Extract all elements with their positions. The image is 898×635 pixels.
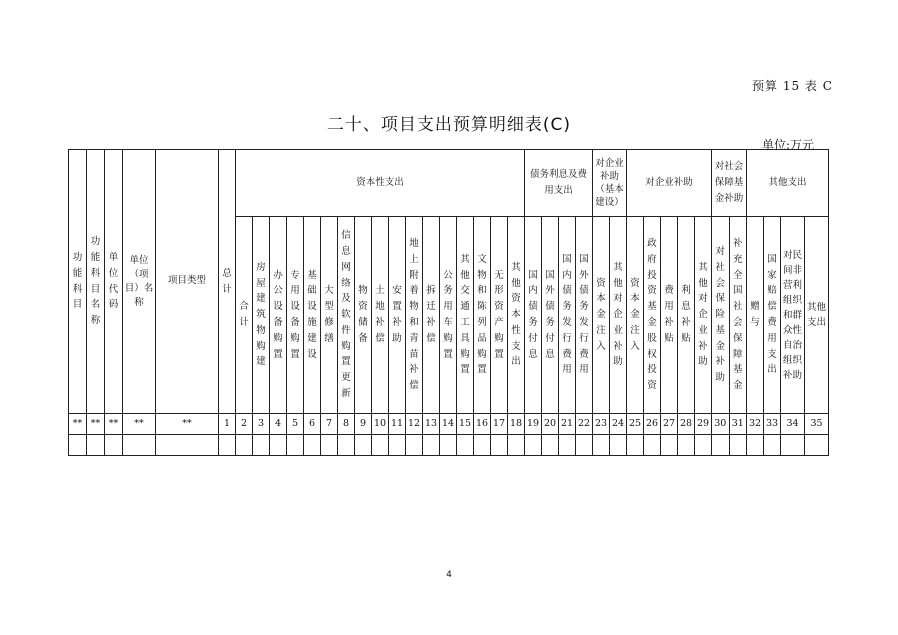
data-cell — [542, 435, 559, 456]
header-unit-code — [105, 150, 123, 414]
header-unit-name-label: 单位（项目）名称 — [124, 254, 154, 308]
sub-header-label: 资本金注入 — [596, 277, 606, 352]
sub-header-label: 信息网络及软件购置更新 — [341, 230, 351, 400]
index-cell: 24 — [610, 414, 627, 435]
data-cell — [781, 435, 805, 456]
empty-data-row — [69, 435, 829, 456]
sub-header — [525, 217, 542, 414]
sub-header-label: 国家赔偿费用支出 — [767, 253, 777, 376]
data-cell — [372, 435, 389, 456]
form-number: 预算 15 表 C — [752, 79, 833, 93]
data-cell — [69, 435, 87, 456]
index-cell: 7 — [321, 414, 338, 435]
sub-header-label: 基础设施建设 — [307, 269, 317, 360]
data-cell — [747, 435, 764, 456]
header-function-code-label: 功能科目 — [72, 251, 83, 311]
index-cell: 6 — [304, 414, 321, 435]
sub-header — [338, 217, 355, 414]
index-cell: 3 — [253, 414, 270, 435]
data-cell — [457, 435, 474, 456]
data-cell — [764, 435, 781, 456]
data-cell — [321, 435, 338, 456]
sub-header-label: 土地补偿 — [375, 285, 385, 344]
sub-header — [678, 217, 695, 414]
sub-header — [610, 217, 627, 414]
index-cell: 1 — [219, 414, 236, 435]
index-cell: 27 — [661, 414, 678, 435]
sub-header — [372, 217, 389, 414]
data-cell — [236, 435, 253, 456]
sub-header — [389, 217, 406, 414]
sub-header-label: 对民间非营利组织和群众性自治组织补助 — [782, 249, 802, 381]
sub-header-label: 办公设备购置 — [273, 269, 283, 360]
group-other-label: 其他支出 — [768, 176, 807, 188]
sub-header — [304, 217, 321, 414]
index-cell: 34 — [781, 414, 805, 435]
sub-header-label: 专用设备购置 — [290, 269, 300, 360]
sub-header — [253, 217, 270, 414]
data-cell — [87, 435, 105, 456]
sub-header-label: 安置补助 — [392, 285, 402, 344]
sub-header — [474, 217, 491, 414]
sub-header-label: 其他对企业补助 — [613, 261, 623, 368]
sub-header-label: 公务用车购置 — [443, 269, 453, 360]
sub-header-label: 对社会保险基金补助 — [715, 245, 725, 384]
data-cell — [423, 435, 440, 456]
sub-header — [270, 217, 287, 414]
page-number: 4 — [446, 570, 452, 580]
header-unit-code-label: 单位代码 — [108, 251, 119, 311]
budget-table — [68, 149, 829, 456]
index-cell: 30 — [712, 414, 730, 435]
sub-header — [321, 217, 338, 414]
data-cell — [219, 435, 236, 456]
header-function-code — [69, 150, 87, 414]
sub-header — [423, 217, 440, 414]
sub-header — [406, 217, 423, 414]
sub-header — [287, 217, 304, 414]
data-cell — [593, 435, 610, 456]
index-cell: 13 — [423, 414, 440, 435]
data-cell — [610, 435, 627, 456]
group-debt-label: 债务利息及费用支出 — [529, 169, 587, 196]
data-cell — [729, 435, 747, 456]
data-cell — [253, 435, 270, 456]
sub-header-label: 无形资产购置 — [494, 269, 504, 360]
data-cell — [805, 435, 829, 456]
data-cell — [123, 435, 156, 456]
index-cell: 4 — [270, 414, 287, 435]
header-project-type-label: 项目类型 — [167, 275, 206, 287]
sub-header-label: 资本金注入 — [630, 277, 640, 352]
sub-header — [355, 217, 372, 414]
data-cell — [508, 435, 525, 456]
sub-header-label: 大型修缮 — [324, 285, 334, 344]
sub-header — [781, 217, 805, 414]
header-unit-name — [123, 150, 156, 414]
index-cell: 16 — [474, 414, 491, 435]
sub-header-label: 合计 — [239, 301, 249, 328]
data-cell — [712, 435, 730, 456]
data-cell — [678, 435, 695, 456]
data-cell — [661, 435, 678, 456]
sub-header — [491, 217, 508, 414]
data-cell — [525, 435, 542, 456]
group-social-security-label: 对社会保障基金补助 — [714, 161, 744, 204]
index-cell: 25 — [627, 414, 644, 435]
data-cell — [304, 435, 321, 456]
group-enterprise-label: 对企业补助 — [645, 176, 693, 188]
index-cell: 10 — [372, 414, 389, 435]
index-cell: 15 — [457, 414, 474, 435]
data-cell — [559, 435, 576, 456]
data-cell — [576, 435, 593, 456]
sub-header — [236, 217, 253, 414]
sub-header — [627, 217, 644, 414]
index-cell: ** — [123, 414, 156, 435]
group-social-security — [712, 150, 747, 217]
data-cell — [105, 435, 123, 456]
sub-header-label: 房屋建筑物购建 — [256, 261, 266, 368]
index-cell: 32 — [747, 414, 764, 435]
sub-header — [457, 217, 474, 414]
group-debt — [525, 150, 593, 217]
index-cell: 14 — [440, 414, 457, 435]
index-cell: 22 — [576, 414, 593, 435]
index-cell: 19 — [525, 414, 542, 435]
sub-header-label: 赠与 — [750, 301, 760, 328]
sub-header — [805, 217, 829, 414]
sub-header — [559, 217, 576, 414]
sub-header-label: 拆迁补偿 — [426, 285, 436, 344]
index-cell: 23 — [593, 414, 610, 435]
sub-header-label: 地上附着物和青苗补偿 — [409, 238, 419, 392]
index-cell: 21 — [559, 414, 576, 435]
index-cell: ** — [105, 414, 123, 435]
sub-header-label: 其他支出 — [806, 302, 826, 328]
data-cell — [644, 435, 661, 456]
sub-header-label: 国外债务付息 — [545, 269, 555, 360]
sub-header-label: 国外债务发行费用 — [579, 253, 589, 376]
header-function-name-label: 功能科目名称 — [90, 236, 101, 327]
data-cell — [270, 435, 287, 456]
index-cell: 31 — [729, 414, 747, 435]
index-cell: 26 — [644, 414, 661, 435]
index-cell: 28 — [678, 414, 695, 435]
index-cell: 5 — [287, 414, 304, 435]
sub-header — [508, 217, 525, 414]
group-enterprise — [627, 150, 712, 217]
index-cell: ** — [156, 414, 219, 435]
sub-header-label: 补充全国社会保障基金 — [732, 238, 743, 392]
header-total — [219, 150, 236, 414]
index-cell: 12 — [406, 414, 423, 435]
index-cell: 35 — [805, 414, 829, 435]
header-project-type — [156, 150, 219, 414]
sub-header — [729, 217, 747, 414]
sub-header — [661, 217, 678, 414]
group-enterprise-construction — [593, 150, 627, 217]
index-cell: ** — [87, 414, 105, 435]
index-cell: 17 — [491, 414, 508, 435]
header-total-label: 总计 — [222, 267, 232, 295]
sub-header-label: 国内债务发行费用 — [562, 253, 572, 376]
sub-header-label: 国内债务付息 — [528, 269, 538, 360]
data-cell — [627, 435, 644, 456]
sub-header — [593, 217, 610, 414]
index-cell: 11 — [389, 414, 406, 435]
sub-header — [440, 217, 457, 414]
index-cell: 18 — [508, 414, 525, 435]
page-title: 二十、项目支出预算明细表(C) — [326, 115, 572, 135]
unit-label: 单位:万元 — [762, 138, 815, 152]
group-capital — [236, 150, 525, 217]
group-enterprise-construction-label: 对企业补助（基本建设） — [595, 157, 624, 208]
sub-header-label: 文物和陈列品购置 — [477, 253, 487, 376]
index-cell: 33 — [764, 414, 781, 435]
data-cell — [338, 435, 355, 456]
data-cell — [491, 435, 508, 456]
sub-header — [747, 217, 764, 414]
index-cell: 20 — [542, 414, 559, 435]
sub-header-label: 其他交通工具购置 — [460, 253, 470, 376]
index-cell: 29 — [695, 414, 712, 435]
data-cell — [695, 435, 712, 456]
sub-header-label: 利息补贴 — [681, 285, 691, 344]
sub-header-label: 其他对企业补助 — [698, 261, 708, 368]
sub-header — [695, 217, 712, 414]
group-other — [747, 150, 829, 217]
data-cell — [156, 435, 219, 456]
data-cell — [389, 435, 406, 456]
sub-header — [644, 217, 661, 414]
sub-header-label: 物资储备 — [358, 285, 368, 344]
sub-header — [542, 217, 559, 414]
data-cell — [287, 435, 304, 456]
data-cell — [355, 435, 372, 456]
index-row — [69, 414, 829, 435]
data-cell — [474, 435, 491, 456]
index-cell: 9 — [355, 414, 372, 435]
data-cell — [406, 435, 423, 456]
sub-header-label: 费用补贴 — [664, 285, 674, 344]
index-cell: ** — [69, 414, 87, 435]
sub-header — [764, 217, 781, 414]
data-cell — [440, 435, 457, 456]
sub-header-label: 其他资本性支出 — [511, 261, 521, 368]
index-cell: 2 — [236, 414, 253, 435]
sub-header-label: 政府投资基金股权投资 — [647, 238, 657, 392]
group-capital-label: 资本性支出 — [356, 176, 404, 188]
index-cell: 8 — [338, 414, 355, 435]
sub-header — [576, 217, 593, 414]
sub-header — [712, 217, 730, 414]
header-function-name — [87, 150, 105, 414]
